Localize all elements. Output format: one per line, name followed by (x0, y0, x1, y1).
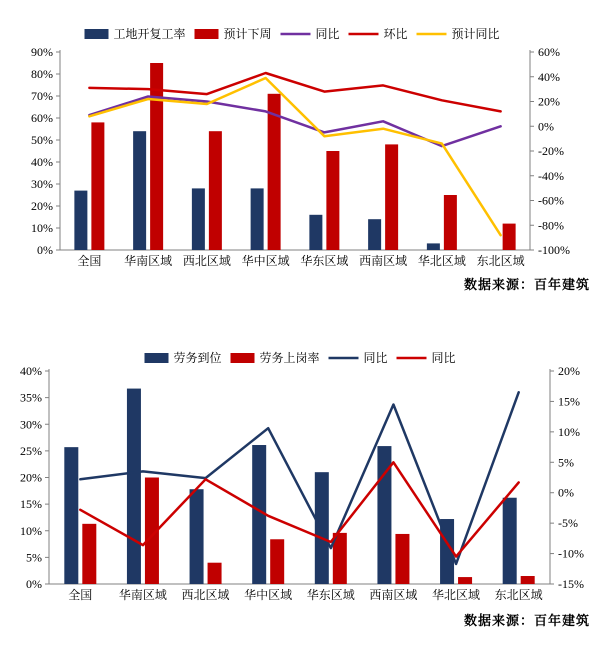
svg-text:西北区域: 西北区域 (181, 588, 230, 602)
svg-text:0%: 0% (37, 243, 53, 257)
svg-text:西南区域: 西南区域 (369, 588, 418, 602)
svg-text:华东区域: 华东区域 (300, 254, 349, 268)
svg-text:20%: 20% (20, 470, 42, 485)
bars-劳务到位 (64, 389, 516, 584)
svg-text:-80%: -80% (538, 218, 564, 233)
svg-text:20%: 20% (558, 364, 580, 378)
svg-text:15%: 15% (20, 497, 42, 512)
legend (85, 26, 500, 41)
svg-text:0%: 0% (26, 577, 42, 591)
svg-text:-100%: -100% (538, 243, 570, 257)
svg-text:劳务到位: 劳务到位 (173, 351, 222, 365)
svg-text:全国: 全国 (68, 588, 93, 602)
svg-text:工地开复工率: 工地开复工率 (113, 27, 186, 41)
svg-text:40%: 40% (20, 364, 42, 378)
svg-text:0%: 0% (538, 119, 554, 134)
axes (45, 369, 554, 584)
category-labels (68, 587, 542, 602)
svg-text:25%: 25% (20, 443, 42, 458)
svg-text:同比: 同比 (315, 27, 340, 41)
svg-text:5%: 5% (26, 550, 42, 565)
svg-text:10%: 10% (558, 424, 580, 439)
svg-text:30%: 30% (31, 177, 53, 191)
svg-text:西南区域: 西南区域 (359, 254, 408, 268)
svg-text:环比: 环比 (383, 27, 408, 41)
svg-text:40%: 40% (31, 155, 53, 169)
legend (145, 350, 456, 365)
svg-text:华北区域: 华北区域 (417, 254, 466, 268)
svg-text:-15%: -15% (558, 577, 584, 591)
svg-text:60%: 60% (31, 111, 53, 125)
svg-text:10%: 10% (31, 221, 53, 235)
left-axis-labels (31, 45, 53, 257)
svg-text:80%: 80% (31, 67, 53, 81)
svg-text:预计下周: 预计下周 (223, 27, 272, 41)
svg-text:华北区域: 华北区域 (432, 588, 481, 602)
legend-swatch-预计下周 (195, 29, 219, 39)
legend-swatch-劳务到位 (145, 353, 169, 363)
svg-text:华中区域: 华中区域 (244, 588, 293, 602)
svg-text:劳务上岗率: 劳务上岗率 (259, 351, 320, 365)
legend-swatch-劳务上岗率 (231, 353, 255, 363)
svg-text:全国: 全国 (77, 254, 102, 268)
svg-text:-40%: -40% (538, 168, 564, 183)
axes (56, 50, 534, 250)
left-axis-labels (20, 364, 42, 591)
svg-text:-10%: -10% (558, 546, 584, 561)
svg-text:30%: 30% (20, 417, 42, 432)
top-chart-figure (0, 0, 600, 310)
svg-text:西北区域: 西北区域 (182, 254, 231, 268)
category-labels (77, 253, 524, 268)
svg-text:5%: 5% (558, 455, 574, 470)
svg-text:华中区域: 华中区域 (241, 254, 290, 268)
svg-text:东北区域: 东北区域 (476, 254, 525, 268)
svg-text:35%: 35% (20, 390, 42, 405)
svg-text:同比: 同比 (431, 351, 456, 365)
svg-text:40%: 40% (538, 69, 560, 84)
svg-text:0%: 0% (558, 485, 574, 500)
right-axis-labels (538, 45, 570, 257)
svg-text:预计同比: 预计同比 (451, 27, 500, 41)
svg-text:华东区域: 华东区域 (306, 588, 355, 602)
svg-text:-5%: -5% (558, 516, 578, 531)
svg-text:90%: 90% (31, 45, 53, 59)
svg-text:华南区域: 华南区域 (118, 588, 167, 602)
svg-text:同比: 同比 (363, 351, 388, 365)
svg-text:20%: 20% (538, 94, 560, 109)
bottom-chart-figure (0, 310, 600, 655)
bars-工地开复工率 (74, 131, 440, 250)
svg-text:60%: 60% (538, 45, 560, 59)
svg-text:东北区域: 东北区域 (494, 588, 543, 602)
svg-text:20%: 20% (31, 199, 53, 213)
right-axis-labels (558, 364, 584, 591)
source-note: 数据来源：百年建筑 (463, 613, 590, 628)
source-note: 数据来源：百年建筑 (463, 277, 590, 292)
svg-text:15%: 15% (558, 394, 580, 409)
svg-text:50%: 50% (31, 133, 53, 147)
legend-swatch-工地开复工率 (85, 29, 109, 39)
svg-text:70%: 70% (31, 89, 53, 103)
bottom-chart (0, 310, 600, 655)
svg-text:10%: 10% (20, 523, 42, 538)
svg-text:华南区域: 华南区域 (124, 254, 173, 268)
svg-text:-60%: -60% (538, 193, 564, 208)
bars-预计下周 (91, 63, 515, 250)
top-chart (0, 0, 600, 310)
svg-text:-20%: -20% (538, 144, 564, 158)
